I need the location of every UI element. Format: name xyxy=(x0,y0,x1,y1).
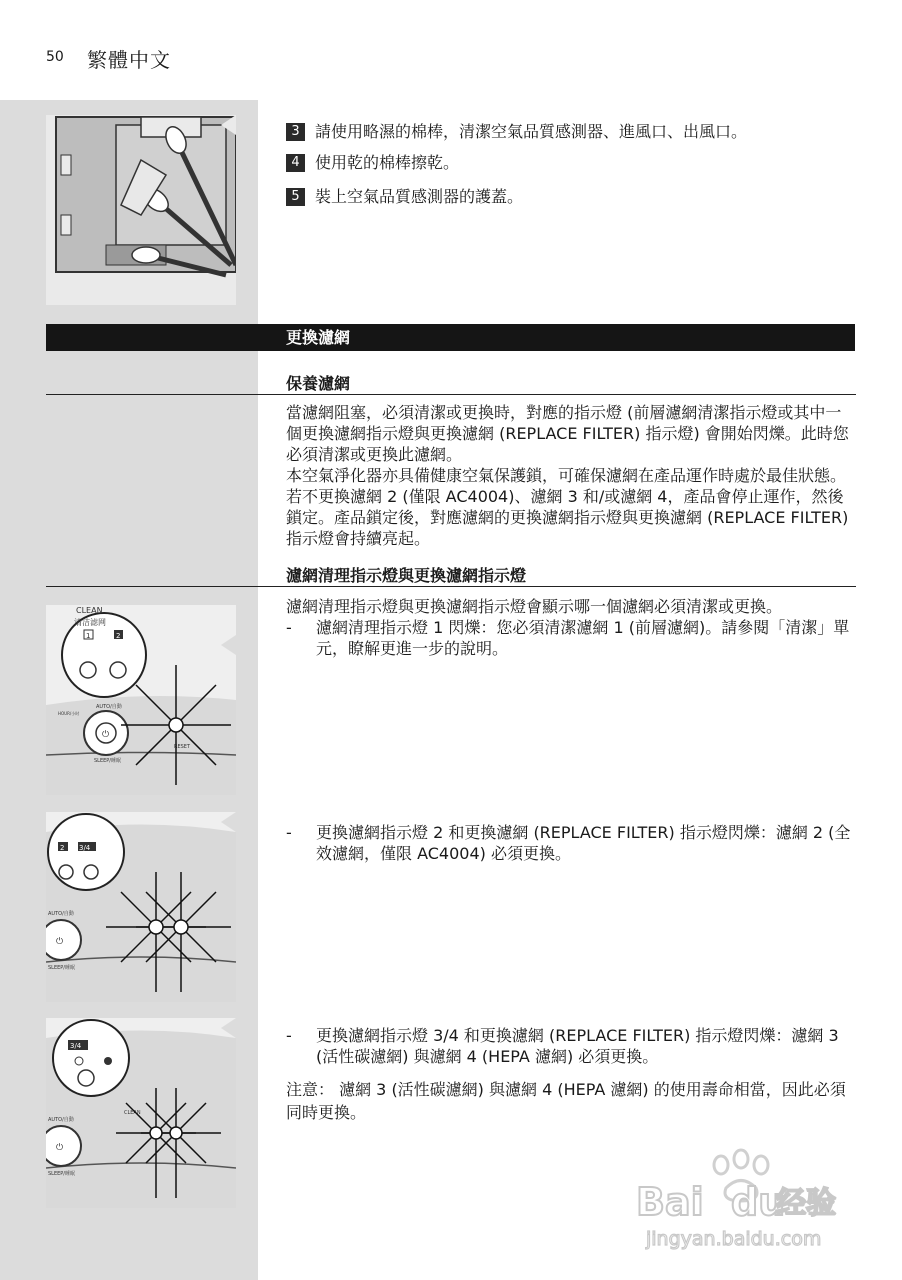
note-text: 注意： 濾網 3 (活性碳濾網) 與濾網 4 (HEPA 濾網) 的使用壽命相當，因此必須同時更換。 xyxy=(286,1080,846,1122)
clean-label: CLEAN xyxy=(76,606,103,615)
indicators-item-2 xyxy=(286,822,854,864)
step-number: 5 xyxy=(286,188,305,206)
indicators-heading: 濾網清理指示燈與更換濾網指示燈 xyxy=(286,566,527,585)
step-4 xyxy=(286,152,459,174)
list-dash: - xyxy=(286,618,292,637)
svg-text:⏻: ⏻ xyxy=(102,730,110,740)
care-paragraph-1: 當濾網阻塞，必須清潔或更換時，對應的指示燈 (前層濾網清潔指示燈或其中一個更換濾網指示燈與更換濾網 (REPLACE FILTER) 指示燈) 會開始閃爍。此時您必須清潔或更換此濾網。 xyxy=(286,403,849,464)
svg-text:⏻: ⏻ xyxy=(56,1143,64,1153)
auto-label: AUTO/自動 xyxy=(48,1117,74,1123)
clean-cn-label: 清洁滤网 xyxy=(74,618,106,627)
indicators-item-3 xyxy=(286,1025,854,1067)
reset-label: RESET xyxy=(174,744,191,750)
clean-label: CLEAN xyxy=(124,1110,141,1116)
filter-2-label: 2 xyxy=(116,632,121,640)
care-heading: 保養濾網 xyxy=(286,374,351,393)
auto-label: AUTO/自動 xyxy=(48,911,74,917)
step-5 xyxy=(286,186,523,208)
sleep-label: SLEEP/睡眠 xyxy=(48,1171,75,1177)
page-language-title: 繁體中文 xyxy=(87,48,171,72)
divider xyxy=(46,394,856,395)
step-text: 使用乾的棉棒擦乾。 xyxy=(315,153,460,172)
divider xyxy=(46,586,856,587)
baidu-jingyan-watermark xyxy=(636,1143,846,1273)
sleep-label: SLEEP/睡眠 xyxy=(48,965,75,971)
sleep-label: SLEEP/睡眠 xyxy=(94,758,121,764)
step-number: 4 xyxy=(286,154,305,172)
watermark-brand-a: Bai xyxy=(636,1180,704,1224)
care-paragraph-2: 本空氣淨化器亦具備健康空氣保護鎖，可確保濾網在產品運作時處於最佳狀態。若不更換濾網 2 (僅限 AC4004)、濾網 3 和/或濾網 4，產品會停止運作，然後鎖定。產品鎖定後，對應濾網的更換濾網指示燈與更換濾網 (REPLACE FILTER) 指示燈會持續亮起。 xyxy=(286,466,849,548)
indicators-intro: 濾網清理指示燈與更換濾網指示燈會顯示哪一個濾網必須清潔或更換。 xyxy=(286,597,783,616)
list-dash: - xyxy=(286,823,292,842)
step-text: 裝上空氣品質感測器的護蓋。 xyxy=(315,187,524,206)
watermark-brand-b: du xyxy=(731,1180,786,1224)
illustration-control-panel-filter34 xyxy=(46,1018,236,1208)
list-dash: - xyxy=(286,1026,292,1045)
list-item xyxy=(286,617,854,659)
list-item-text: 更換濾網指示燈 3/4 和更換濾網 (REPLACE FILTER) 指示燈閃爍：濾網 3 (活性碳濾網) 與濾網 4 (HEPA 濾網) 必須更換。 xyxy=(316,1026,839,1066)
step-3 xyxy=(286,121,747,143)
filter-34-label: 3/4 xyxy=(79,844,91,852)
watermark-url: jingyan.baidu.com xyxy=(646,1228,822,1250)
section-title-bar xyxy=(46,324,855,351)
step-number: 3 xyxy=(286,123,305,141)
filter-34-label: 3/4 xyxy=(70,1042,82,1050)
illustration-sensor-cleaning xyxy=(46,115,236,305)
illustration-control-panel-filter1 xyxy=(46,605,236,795)
watermark-brand-cn: 经验 xyxy=(776,1186,836,1221)
svg-text:⏻: ⏻ xyxy=(56,937,64,947)
hour-label: HOUR/小时 xyxy=(58,711,80,716)
list-item-text: 濾網清理指示燈 1 閃爍：您必須清潔濾網 1 (前層濾網)。請參閱「清潔」單元，瞭解更進一步的說明。 xyxy=(316,618,850,658)
step-text: 請使用略濕的棉棒，清潔空氣品質感測器、進風口、出風口。 xyxy=(315,122,748,141)
section-title: 更換濾網 xyxy=(286,328,351,347)
care-paragraphs xyxy=(286,402,854,549)
auto-label: AUTO/自動 xyxy=(96,704,122,710)
filter-1-label: 1 xyxy=(86,632,91,640)
list-item-text: 更換濾網指示燈 2 和更換濾網 (REPLACE FILTER) 指示燈閃爍：濾網 2 (全效濾網，僅限 AC4004) 必須更換。 xyxy=(316,823,851,863)
page-number: 50 xyxy=(46,49,64,65)
indicators-text xyxy=(286,596,854,659)
illustration-control-panel-filter2 xyxy=(46,812,236,1002)
filter-2-label: 2 xyxy=(60,844,65,852)
